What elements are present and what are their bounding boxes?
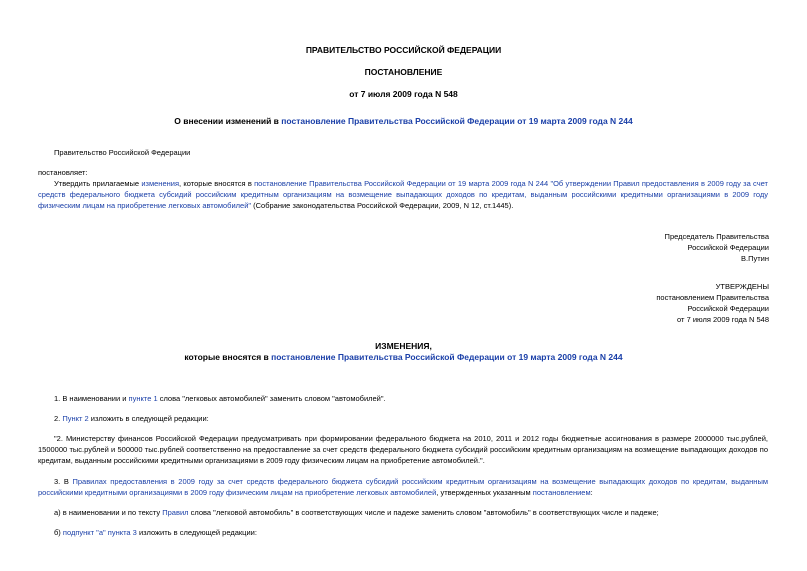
item-2 — [54, 413, 209, 424]
item-2-link[interactable]: Пункт 2 — [62, 414, 89, 423]
signature-country: Российской Федерации — [687, 243, 769, 252]
signature-block — [665, 231, 769, 264]
item-3 — [38, 476, 768, 498]
item-2-text-b: изложить в следующей редакции: — [88, 414, 209, 423]
rules-link[interactable]: Правилах предоставления в 2009 году за счет средств федерального бюджета субсидий российским кредитным организациям на возмещение выпадающих доходов по кредитам, выданным российскими кредитными организациями в 2009 году физическим лицам на приобретение легковых автомобилей — [38, 477, 768, 497]
item-3b-text-a: б) — [54, 528, 63, 537]
title-prefix: О внесении изменений в — [174, 116, 282, 126]
item-3a — [54, 507, 659, 518]
changes-subtitle-prefix: которые вносятся в — [184, 352, 272, 362]
government-line: Правительство Российской Федерации — [54, 148, 191, 157]
resolution-link[interactable]: постановлением — [532, 488, 591, 497]
item-1-text-b: слова "легковых автомобилей" заменить словом "автомобилей". — [157, 394, 386, 403]
changes-link[interactable]: изменения — [141, 179, 180, 188]
item-3-text-a: 3. В — [54, 477, 73, 486]
changes-title: ИЗМЕНЕНИЯ, — [375, 341, 432, 351]
item-3b-text-b: изложить в следующей редакции: — [136, 528, 257, 537]
approval-l3: Российской Федерации — [687, 304, 769, 313]
item-3b — [54, 527, 257, 538]
intro-text-3: (Собрание законодательства Российской Федерации, 2009, N 12, ст.1445). — [251, 201, 514, 210]
title-link[interactable]: постановление Правительства Российской Федерации от 19 марта 2009 года N 244 — [281, 116, 633, 126]
changes-subtitle-link[interactable]: постановление Правительства Российской Федерации от 19 марта 2009 года N 244 — [271, 352, 623, 362]
approval-l1: УТВЕРЖДЕНЫ — [715, 282, 769, 291]
rules-text-link[interactable]: Правил — [162, 508, 189, 517]
changes-subtitle — [0, 352, 807, 363]
item-3-text-b: , утвержденных указанным — [436, 488, 533, 497]
signature-name: В.Путин — [741, 254, 769, 263]
resolution-244-link[interactable]: постановление Правительства Российской Федерации от 19 марта 2009 года N 244 "Об утверждении Правил предоставления в 2009 году за счет средств федерального бюджета субсидий российским кредитным организациям на возмещение выпадающих доходов по кредитам, выданным российскими кредитными организациями в 2009 году физическим лицам на приобретение легковых автомобилей" — [38, 179, 768, 210]
item-3a-text-a: а) в наименовании и по тексту — [54, 508, 163, 517]
item-2-quote: "2. Министерству финансов Российской Федерации предусматривать при формировании федерального бюджета на 2010, 2011 и 2012 годы бюджетные ассигнования в размере 2000000 тыс.рублей, 1500000 тыс.рублей и 500000 тыс.рублей соответственно на предоставление за счет средств федерального бюджета субсидий российским кредитным организациям на возмещение выпадающих доходов по кредитам, выданным российскими кредитными организациями в 2009 году физическим лицам на приобретение автомобилей.". — [38, 434, 768, 465]
document-title — [0, 116, 807, 127]
item-1 — [54, 393, 386, 404]
item-3-text-c: : — [590, 488, 593, 497]
resolves-line: постановляет: — [38, 168, 88, 177]
document-type: ПОСТАНОВЛЕНИЕ — [364, 67, 443, 77]
approval-l2: постановлением Правительства — [656, 293, 769, 302]
document-date: от 7 июля 2009 года N 548 — [349, 89, 458, 99]
government-heading: ПРАВИТЕЛЬСТВО РОССИЙСКОЙ ФЕДЕРАЦИИ — [305, 45, 502, 55]
signature-position: Председатель Правительства — [664, 232, 769, 241]
item-3a-text-b: слова "легковой автомобиль" в соответствующих числе и падеже заменить словом "автомобиль" в соответствующих числе и падеже; — [188, 508, 659, 517]
approval-block — [656, 281, 769, 325]
item-1-text-a: 1. В наименовании и — [54, 394, 129, 403]
item-2-text-a: 2. — [54, 414, 63, 423]
approval-l4: от 7 июля 2009 года N 548 — [677, 315, 769, 324]
intro-text-1: Утвердить прилагаемые — [54, 179, 142, 188]
intro-paragraph — [38, 178, 768, 211]
intro-text-2: , которые вносятся в — [179, 179, 255, 188]
subpoint-link[interactable]: подпункт "а" пункта 3 — [62, 528, 137, 537]
item-1-link[interactable]: пункте 1 — [128, 394, 158, 403]
